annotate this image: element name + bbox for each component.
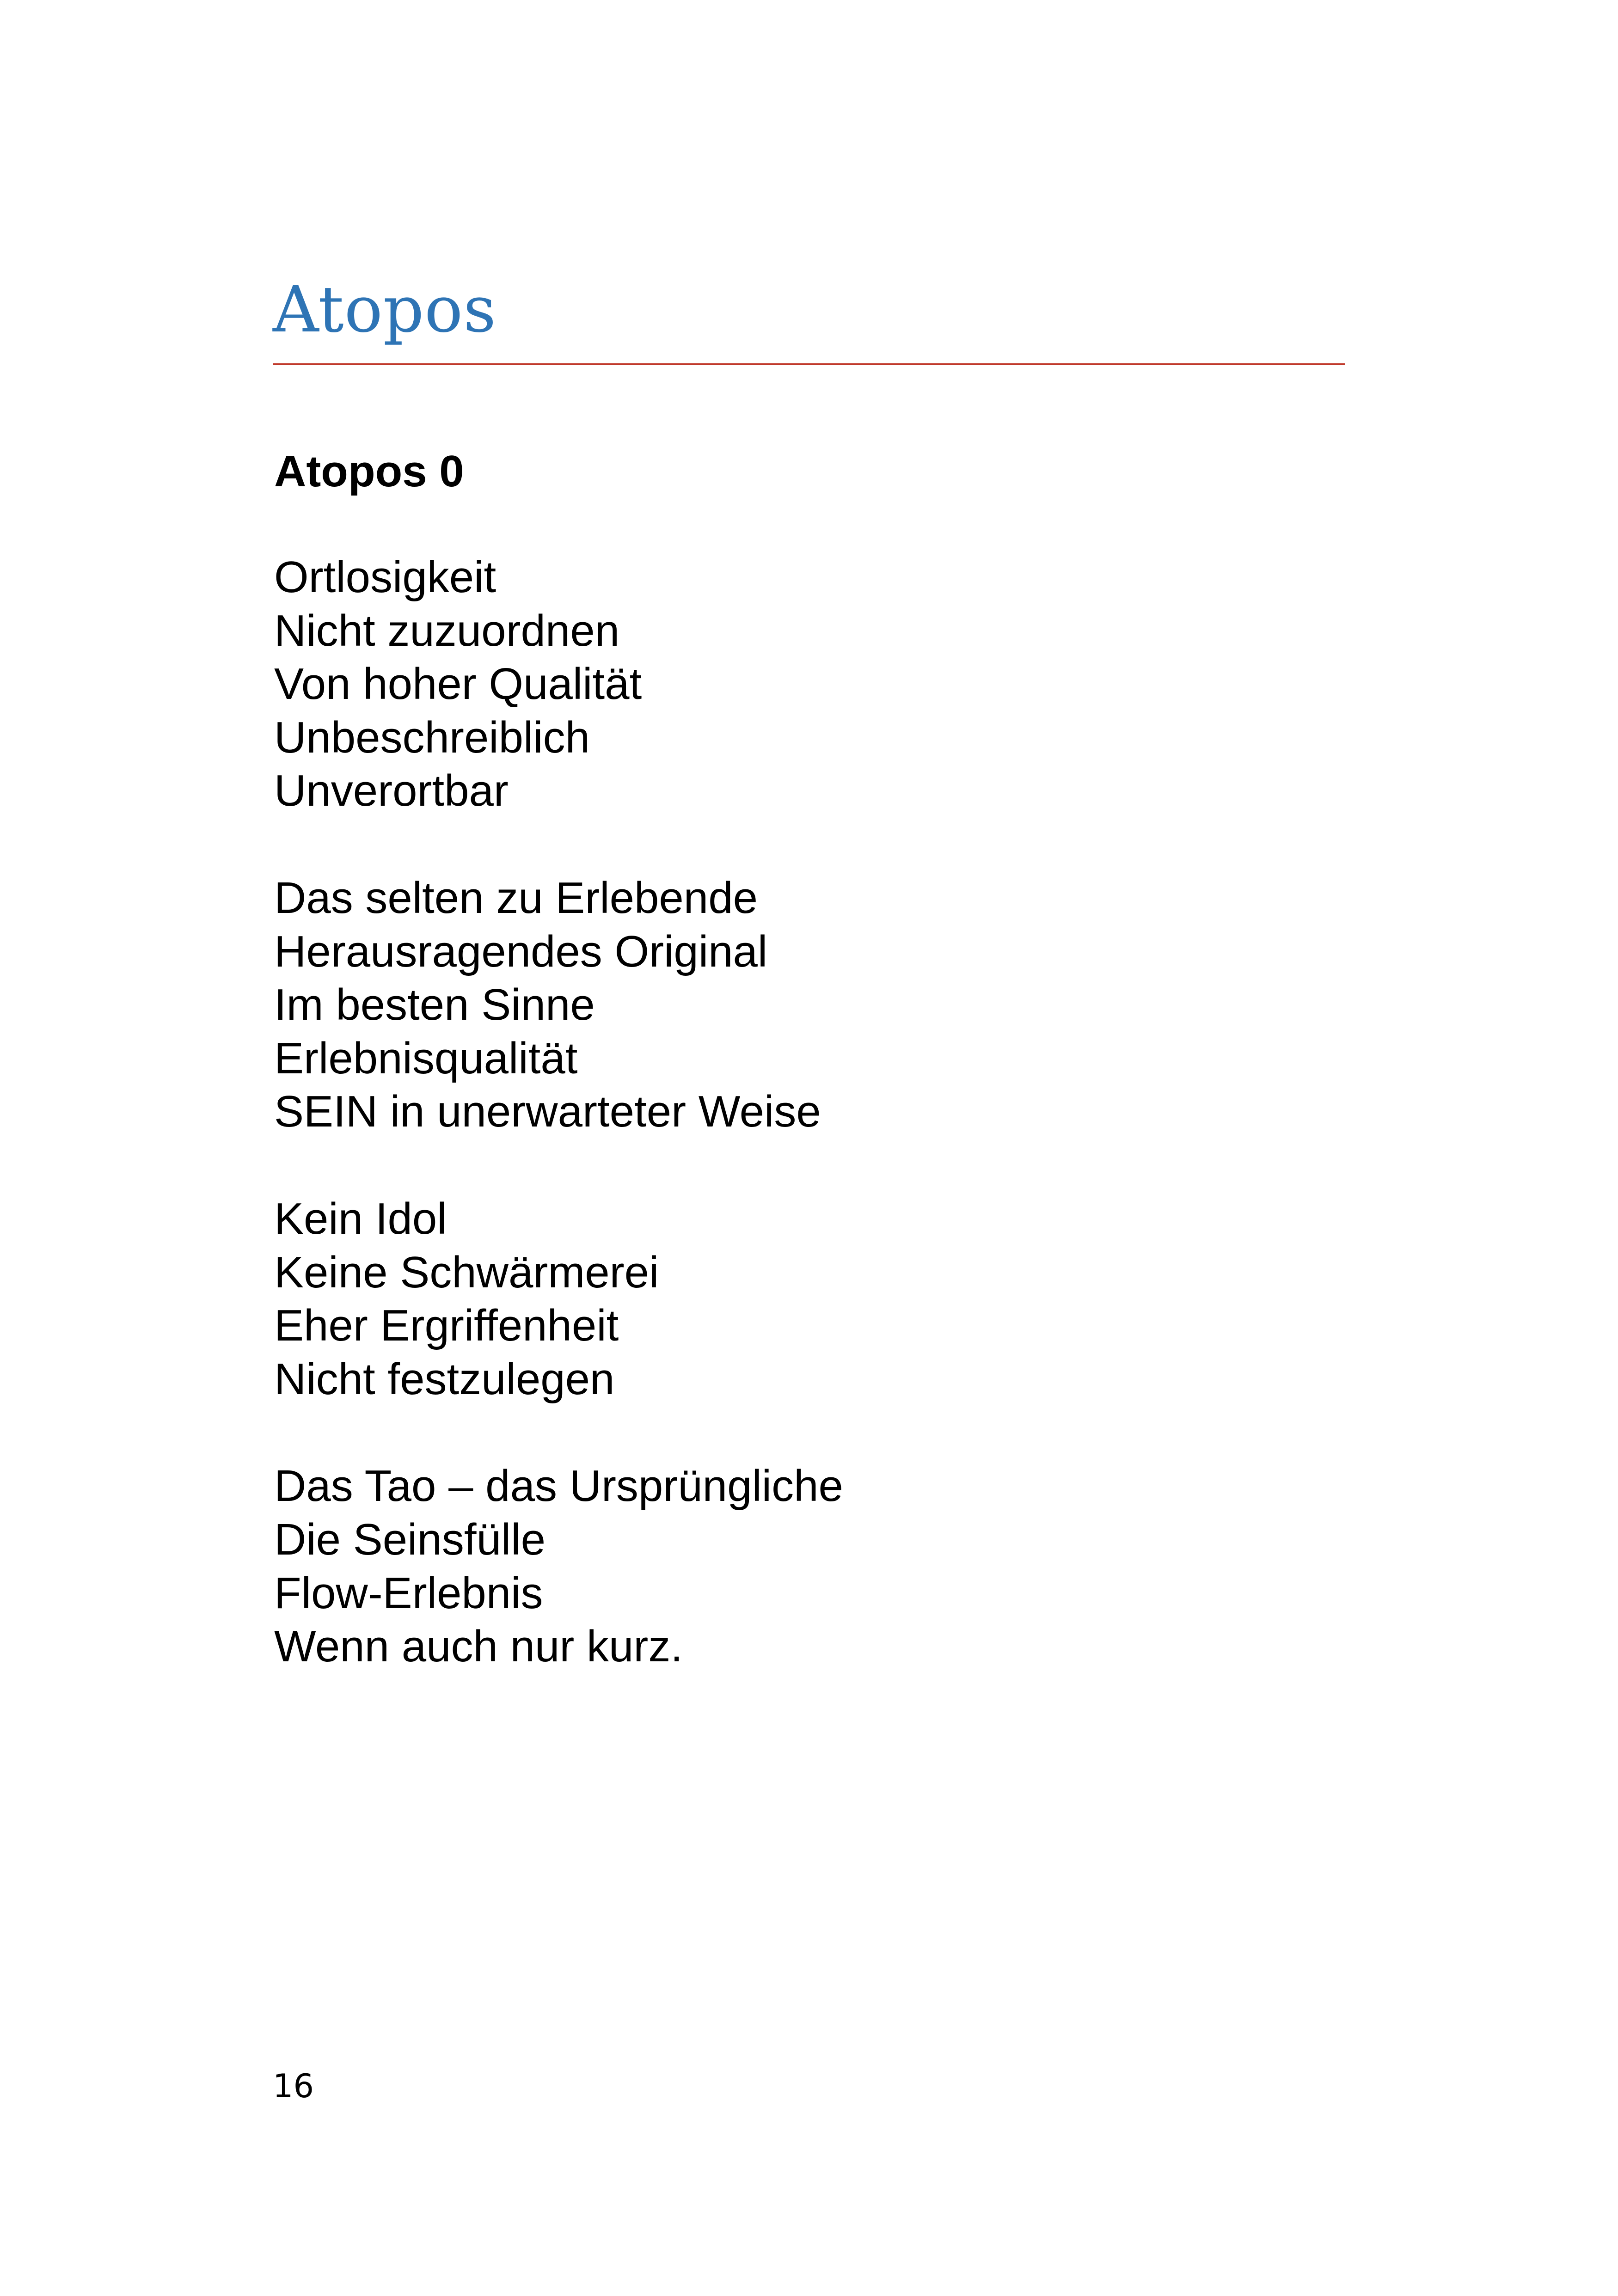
chapter-title: Atopos (273, 272, 497, 347)
poem-body (274, 551, 843, 1727)
poem-line: Nicht festzulegen (274, 1354, 615, 1404)
poem-line: Die Seinsfülle (274, 1514, 545, 1564)
stanza-3 (274, 1192, 843, 1406)
poem-line: Unverortbar (274, 766, 509, 816)
poem-line: Keine Schwärmerei (274, 1247, 659, 1297)
poem-line: Eher Ergriffenheit (274, 1301, 619, 1351)
poem-line: Das Tao – das Ursprüngliche (274, 1461, 843, 1511)
poem-line: Im besten Sinne (274, 980, 595, 1030)
poem-line: Unbeschreiblich (274, 712, 590, 762)
stanza-2 (274, 871, 843, 1139)
stanza-1 (274, 551, 843, 818)
poem-line: Wenn auch nur kurz. (274, 1622, 683, 1671)
title-underline-rule (273, 363, 1345, 365)
poem-line: Das selten zu Erlebende (274, 873, 758, 923)
poem-line: SEIN in unerwarteter Weise (274, 1087, 821, 1137)
poem-line: Flow-Erlebnis (274, 1568, 543, 1618)
poem-line: Ortlosigkeit (274, 552, 496, 602)
poem-line: Herausragendes Original (274, 926, 768, 976)
poem-title: Atopos 0 (274, 447, 464, 496)
stanza-4 (274, 1459, 843, 1673)
poem-line: Erlebnisqualität (274, 1033, 578, 1083)
poem-line: Von hoher Qualität (274, 659, 642, 709)
poem-line: Nicht zuzuordnen (274, 606, 620, 655)
poem-line: Kein Idol (274, 1194, 447, 1243)
page-number: 16 (273, 2067, 314, 2105)
